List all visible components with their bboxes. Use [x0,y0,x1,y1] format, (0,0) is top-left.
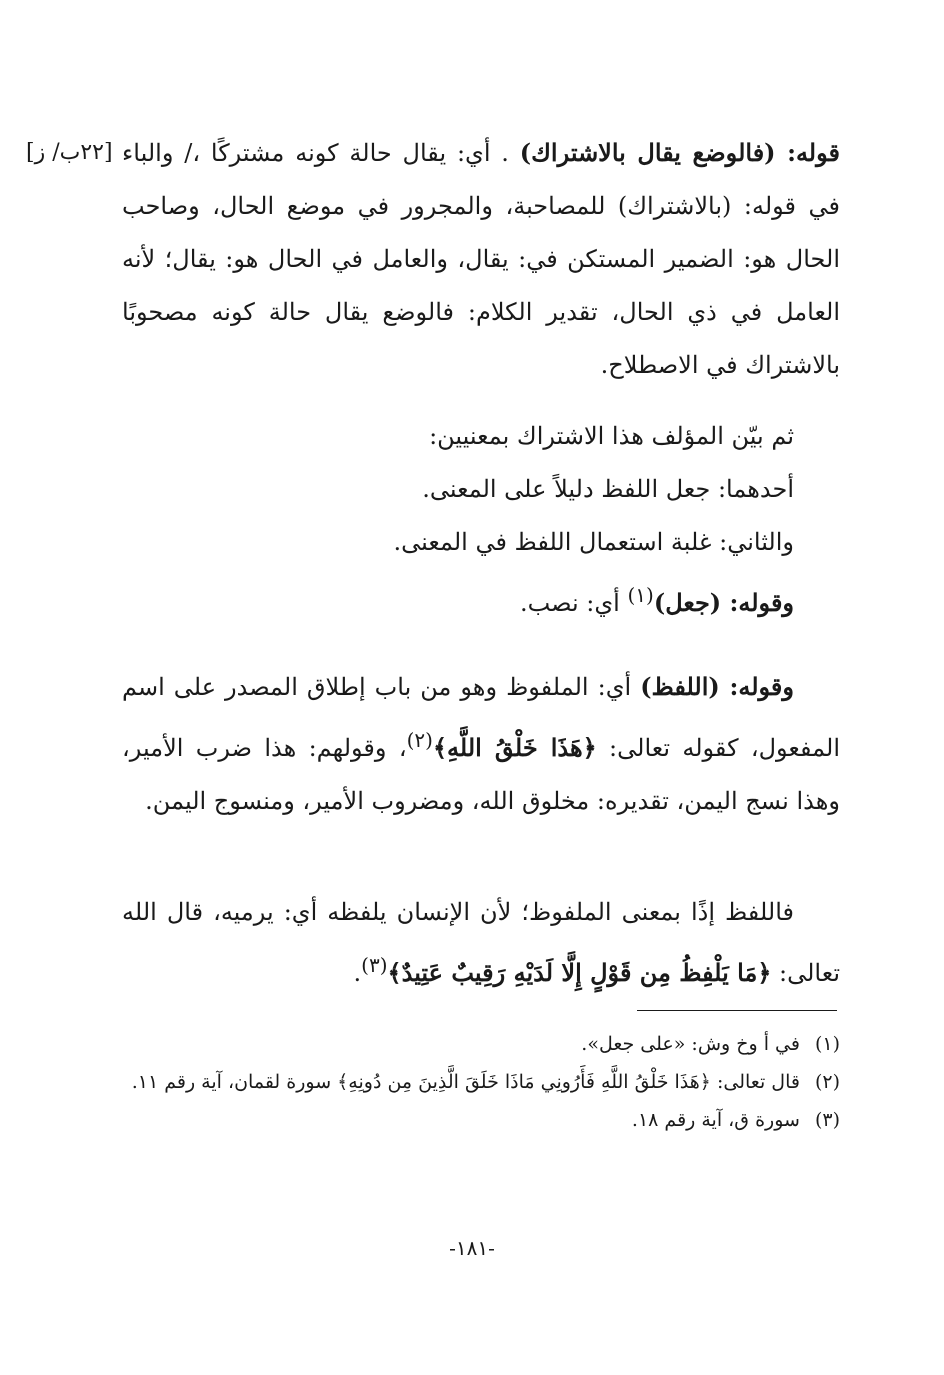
paragraph-3 [122,660,840,828]
paragraph-4-end: . [353,959,362,987]
paragraph-2-lemma: وقوله: (جعل) [653,588,794,617]
paragraph-1-lemma-gloss: . أي: يقال حالة كونه مشتركًا ،/ [184,139,509,167]
paragraph-2-line-1: ثم بيّن المؤلف هذا الاشتراك بمعنيين: [429,422,794,450]
quran-quote-1: ﴿هَذَا خَلْقُ اللَّهِ﴾ [432,733,597,762]
paragraph-1-lemma: قوله: (فالوضع يقال بالاشتراك) [519,138,840,167]
footnote-3-text: سورة ق، آية رقم ١٨. [631,1109,800,1131]
footnote-ref-1: (١) [627,583,654,607]
footnote-ref-2: (٢) [406,728,433,752]
footnote-divider [637,1010,837,1011]
footnotes [122,1025,840,1139]
paragraph-3-body-1: أي: الملفوظ وهو من باب إطلاق المصدر على اسم المفعول، كقوله تعالى: [122,673,840,762]
footnote-3-number: (٣) [814,1109,840,1131]
footnote-ref-3: (٣) [361,953,388,977]
manuscript-folio-reference: [٢٢ب/ ز] [26,140,113,165]
paragraph-2-line-4 [122,569,794,630]
footnote-3 [122,1101,840,1139]
paragraph-2-lemma-gloss: أي: نصب. [519,589,628,617]
paragraph-4 [122,886,840,1000]
paragraph-3-body-2: ، وقولهم: هذا ضرب الأمير، وهذا نسج اليمن، تقديره: مخلوق الله، ومضروب الأمير، ومنسوج اليمن. [122,734,840,815]
footnote-1 [122,1025,840,1063]
footnote-1-text: في أ وخ وش: «على جعل». [581,1033,800,1055]
footnote-2 [122,1063,840,1101]
paragraph-3-lemma: وقوله: (اللفظ) [640,672,794,701]
paragraph-2-line-2: أحدهما: جعل اللفظ دليلاً على المعنى. [422,475,794,503]
paragraph-1 [122,126,840,392]
paragraph-1-body: والباء في قوله: (بالاشتراك) للمصاحبة، والمجرور في موضع الحال، وصاحب الحال هو: الضمير المستكن في: يقال، والعامل في الحال هو: يقال؛ لأنه العامل في ذي الحال، تقدير الكلام: فالوضع يقال حالة كونه مصحوبًا بالاشتراك في الاصطلاح. [122,139,840,379]
paragraph-2-line-3: والثاني: غلبة استعمال اللفظ في المعنى. [393,528,794,556]
footnote-2-number: (٢) [814,1071,840,1093]
paragraph-4-body: فاللفظ إذًا بمعنى الملفوظ؛ لأن الإنسان يلفظه أي: يرميه، قال الله تعالى: [122,898,840,987]
page-number: -١٨١- [449,1236,495,1260]
footnote-2-text: قال تعالى: ﴿هَذَا خَلْقُ اللَّهِ فَأَرُونِي مَاذَا خَلَقَ الَّذِينَ مِن دُونِهِ﴾ سورة لقمان، آية رقم ١١. [131,1071,800,1093]
paragraph-2 [122,410,840,630]
quran-quote-2: ﴿مَا يَلْفِظُ مِن قَوْلٍ إِلَّا لَدَيْهِ رَقِيبٌ عَتِيدٌ﴾ [387,958,772,987]
footnote-1-number: (١) [814,1033,840,1055]
